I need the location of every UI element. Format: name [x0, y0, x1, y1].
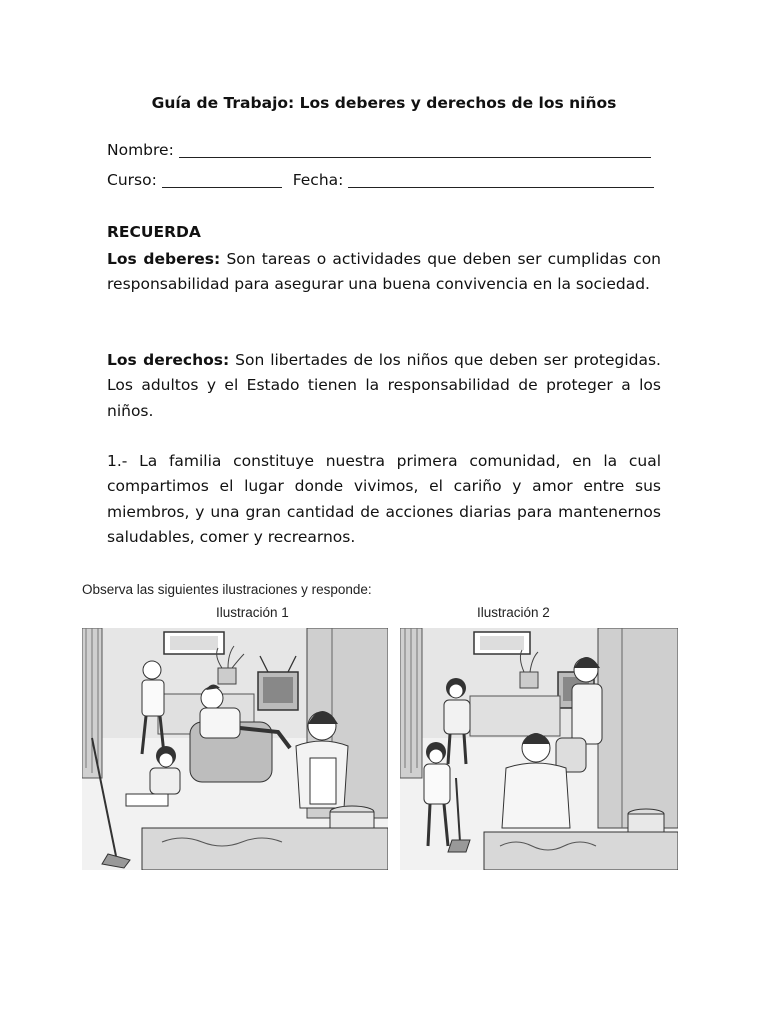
derechos-paragraph — [107, 348, 661, 424]
curso-fecha-row — [107, 171, 654, 189]
curso-field[interactable] — [162, 172, 282, 188]
page-title: Guía de Trabajo: Los deberes y derechos de los niños — [151, 94, 617, 112]
family-living-room-drawing — [82, 628, 388, 870]
nombre-row — [107, 141, 651, 159]
fecha-label: Fecha: — [292, 171, 344, 189]
recuerda-heading: RECUERDA — [107, 223, 201, 241]
curso-label: Curso: — [107, 171, 157, 189]
illustration-1-image — [82, 628, 388, 870]
illustration-2-image — [400, 628, 678, 870]
illustrations-instruction: Observa las siguientes ilustraciones y responde: — [82, 582, 372, 597]
nombre-field[interactable] — [179, 142, 651, 158]
deberes-paragraph — [107, 247, 661, 298]
question-1: 1.- La familia constituye nuestra primera comunidad, en la cual compartimos el lugar donde vivimos, el cariño y amor entre sus miembros, y una gran cantidad de acciones diarias para mantenernos saludables, comer y recrearnos. — [107, 452, 661, 546]
fecha-field[interactable] — [348, 172, 654, 188]
illustration-2-label: Ilustración 2 — [477, 605, 550, 620]
deberes-term: Los deberes: — [107, 250, 221, 268]
family-helping-home-drawing — [400, 628, 678, 870]
illustration-1-label: Ilustración 1 — [216, 605, 289, 620]
nombre-label: Nombre: — [107, 141, 174, 159]
derechos-term: Los derechos: — [107, 351, 230, 369]
deberes-text: Son tareas o actividades que deben ser cumplidas con responsabilidad para asegurar una buena convivencia en la sociedad. — [107, 250, 662, 294]
derechos-text: Son libertades de los niños que deben ser protegidas. Los adultos y el Estado tienen la responsabilidad de proteger a los niños. — [107, 351, 661, 420]
